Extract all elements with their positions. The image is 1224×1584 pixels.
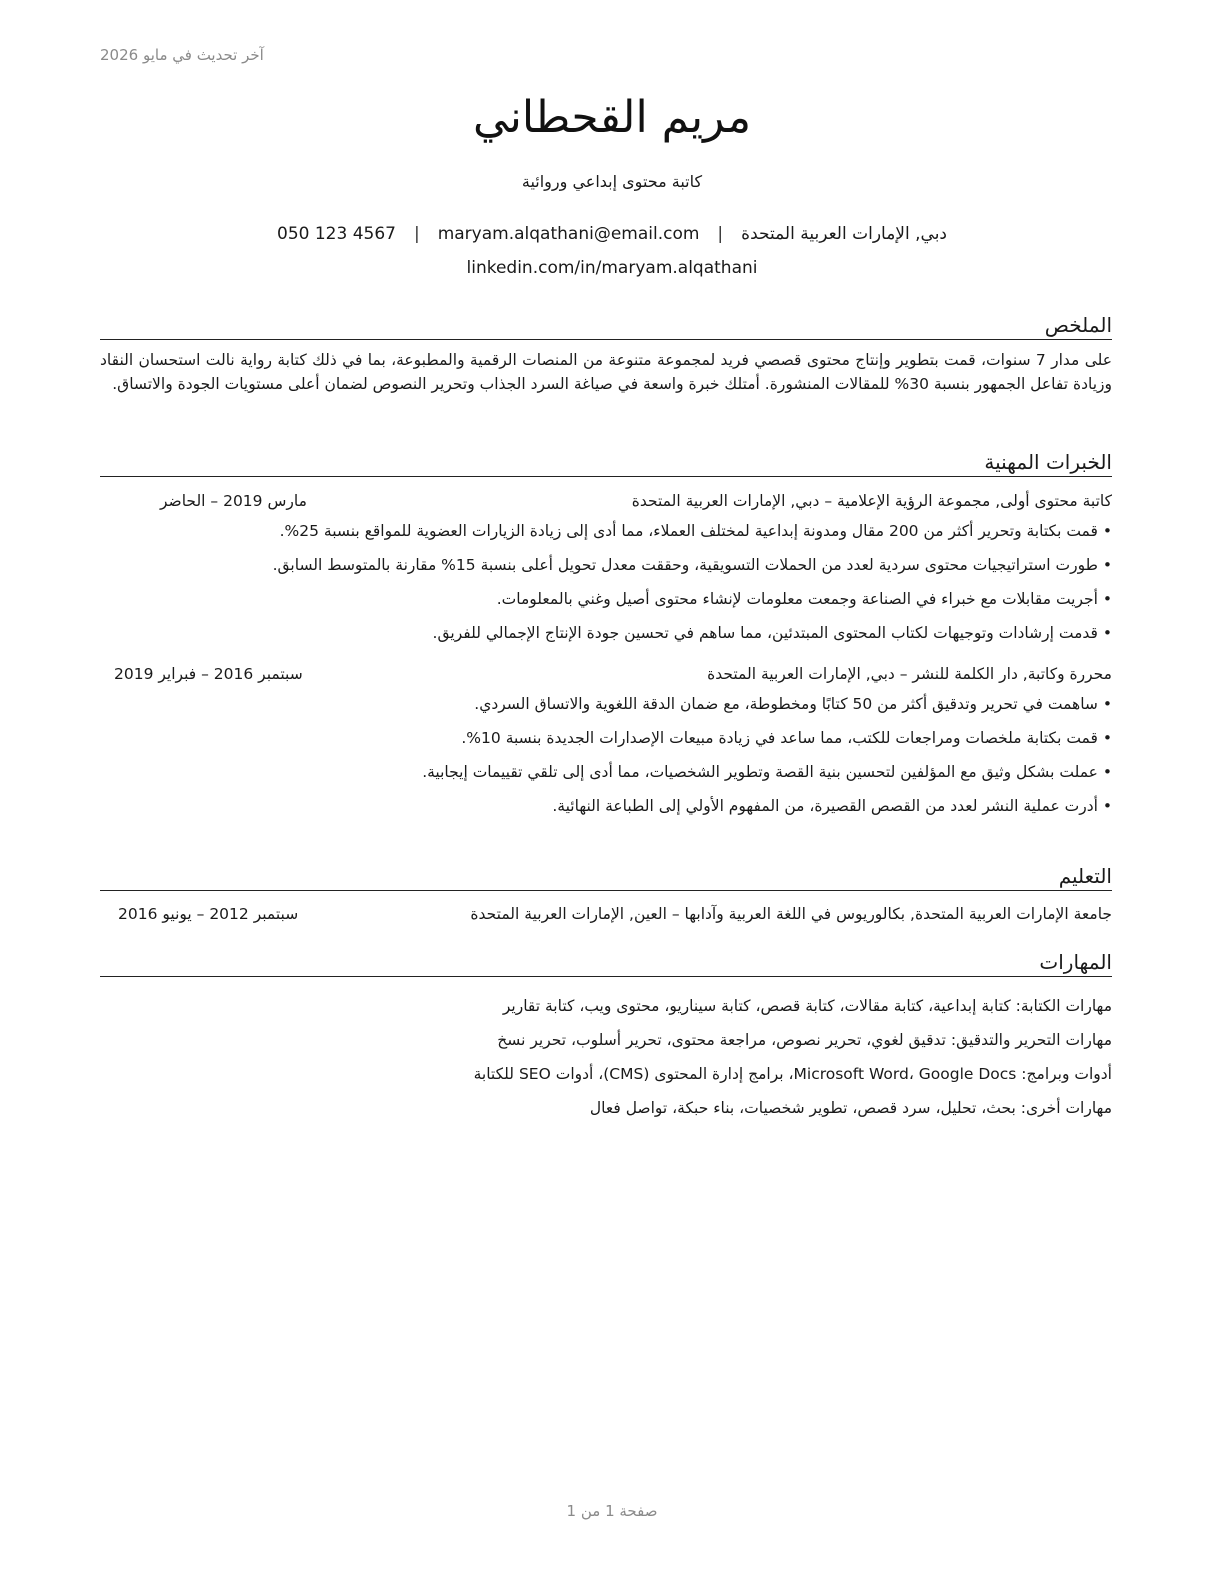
skills-row: مهارات الكتابة: كتابة إبداعية، كتابة مقالات، كتابة قصص، كتابة سيناريو، محتوى ويب، كتابة تقارير [502, 997, 1112, 1015]
summary-text: على مدار 7 سنوات، قمت بتطوير وإنتاج محتوى قصصي فريد لمجموعة متنوعة من المنصات الرقمية والمطبوعة، بما في ذلك كتابة رواية نالت استحسان النقاد وزيادة تفاعل الجمهور بنسبة 30% للمقالات المنشورة. أمتلك خبرة واسعة في صياغة السرد الجذاب وتحرير النصوص لضمان أعلى مستويات الجودة والاتساق. [100, 351, 1112, 393]
job-title: كاتبة محتوى أولى, مجموعة الرؤية الإعلامية – دبي, الإمارات العربية المتحدة [631, 492, 1112, 510]
job-entry [100, 492, 1112, 650]
skills-row: مهارات التحرير والتدقيق: تدقيق لغوي، تحرير نصوص، مراجعة محتوى، تحرير أسلوب، تحرير نسخ [497, 1031, 1112, 1049]
education-section [100, 863, 1112, 929]
contact-phone: 050 123 4567 [277, 224, 396, 244]
job-bullet: • أدرت عملية النشر لعدد من القصص القصيرة، من المفهوم الأولي إلى الطباعة النهائية. [100, 789, 1112, 823]
summary-section [100, 312, 1112, 396]
experience-heading: الخبرات المهنية [100, 449, 1112, 477]
education-dates: سبتمبر 2012 – يونيو 2016 [118, 905, 299, 923]
skills-row: مهارات أخرى: بحث، تحليل، سرد قصص، تطوير شخصيات، بناء حبكة، تواصل فعال [589, 1099, 1112, 1117]
contact-line [0, 224, 1224, 244]
job-bullet: • عملت بشكل وثيق مع المؤلفين لتحسين بنية القصة وتطوير الشخصيات، مما أدى إلى تلقي تقييمات إيجابية. [100, 755, 1112, 789]
education-entry [100, 905, 1112, 929]
skills-list [100, 989, 1112, 1125]
job-bullet: • قدمت إرشادات وتوجيهات لكتاب المحتوى المبتدئين، مما ساهم في تحسين جودة الإنتاج الإجمالي للفريق. [100, 616, 1112, 650]
contact-separator: | [717, 224, 724, 244]
contact-linkedin[interactable]: linkedin.com/in/maryam.alqathani [466, 258, 758, 278]
last-updated-note: آخر تحديث في مايو 2026 [100, 46, 264, 64]
contact-separator: | [413, 224, 420, 244]
candidate-tagline: كاتبة محتوى إبداعي وروائية [521, 172, 703, 191]
job-bullet: • قمت بكتابة ملخصات ومراجعات للكتب، مما ساعد في زيادة مبيعات الإصدارات الجديدة بنسبة 10%. [100, 721, 1112, 755]
education-degree: جامعة الإمارات العربية المتحدة, بكالوريوس في اللغة العربية وآدابها – العين, الإمارات العربية المتحدة [470, 905, 1112, 923]
contact-location: دبي, الإمارات العربية المتحدة [741, 224, 948, 244]
job-dates: مارس 2019 – الحاضر [160, 492, 307, 510]
job-bullet: • ساهمت في تحرير وتدقيق أكثر من 50 كتابًا ومخطوطة، مع ضمان الدقة اللغوية والاتساق السردي. [100, 687, 1112, 721]
job-bullets [100, 687, 1112, 823]
skills-heading: المهارات [100, 949, 1112, 977]
candidate-name: مريم القحطاني [472, 92, 752, 143]
job-bullets [100, 514, 1112, 650]
experience-section [100, 449, 1112, 823]
contact-email[interactable]: maryam.alqathani@email.com [437, 224, 700, 244]
job-title: محررة وكاتبة, دار الكلمة للنشر – دبي, الإمارات العربية المتحدة [707, 665, 1112, 683]
skills-section [100, 949, 1112, 1125]
job-bullet: • قمت بكتابة وتحرير أكثر من 200 مقال ومدونة إبداعية لمختلف العملاء، مما أدى إلى زيادة الزيارات العضوية للمواقع بنسبة 25%. [100, 514, 1112, 548]
job-dates: سبتمبر 2016 – فبراير 2019 [114, 665, 303, 683]
job-entry [100, 665, 1112, 823]
job-bullet: • طورت استراتيجيات محتوى سردية لعدد من الحملات التسويقية، وحققت معدل تحويل أعلى بنسبة 15% مقارنة بالمتوسط السابق. [100, 548, 1112, 582]
job-bullet: • أجريت مقابلات مع خبراء في الصناعة وجمعت معلومات لإنشاء محتوى أصيل وغني بالمعلومات. [100, 582, 1112, 616]
education-heading: التعليم [100, 863, 1112, 891]
page-number: صفحة 1 من 1 [566, 1502, 658, 1520]
skills-row: أدوات وبرامج: Microsoft Word، Google Docs، برامج إدارة المحتوى (CMS)، أدوات SEO للكتابة [473, 1065, 1112, 1083]
summary-heading: الملخص [100, 312, 1112, 340]
